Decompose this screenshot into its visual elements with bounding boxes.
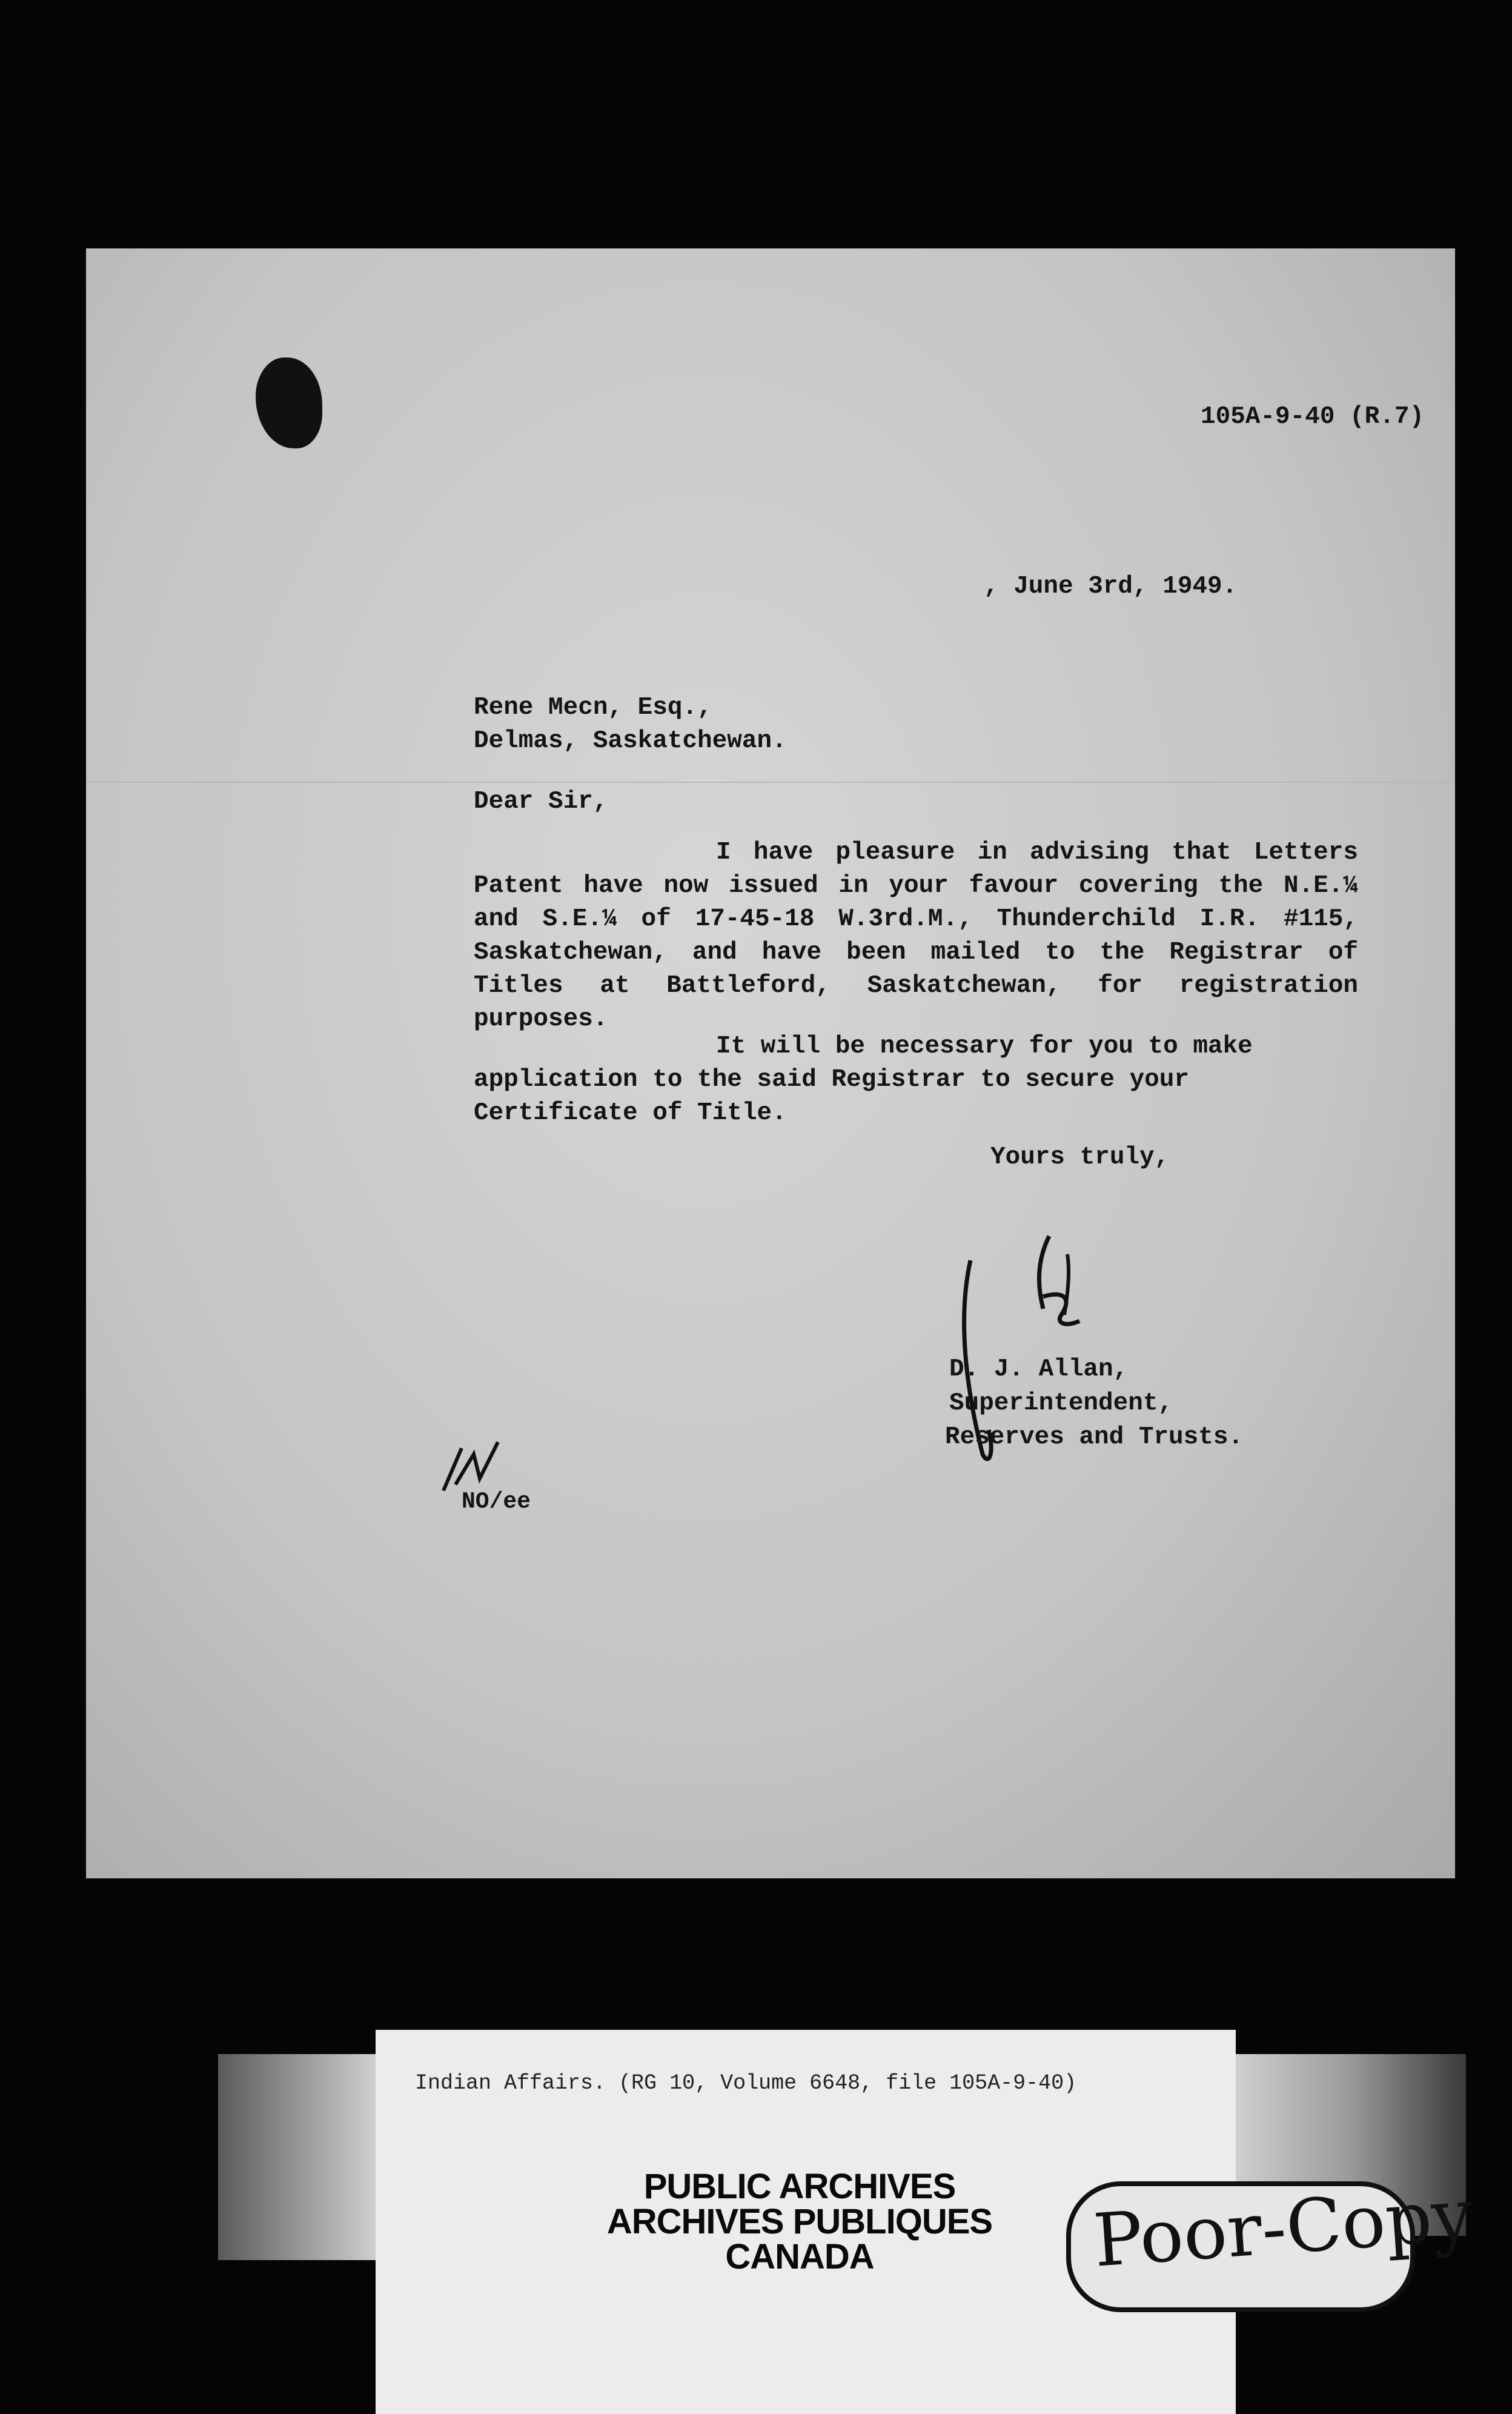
- file-reference: 105A-9-40 (R.7): [1201, 403, 1425, 431]
- poor-copy-label: Poor-Copy: [1090, 2173, 1476, 2284]
- addressee-place: Delmas, Saskatchewan.: [474, 727, 787, 755]
- archive-citation: Indian Affairs. (RG 10, Volume 6648, file 105A-9-40): [415, 2071, 1077, 2095]
- stamp-line-2: ARCHIVES PUBLIQUES: [606, 2202, 993, 2241]
- addressee-name: Rene Mecn, Esq.,: [474, 694, 712, 722]
- archive-holder-left: [218, 2054, 376, 2260]
- typist-initials: NO/ee: [462, 1489, 531, 1515]
- salutation: Dear Sir,: [474, 788, 608, 816]
- letter-date: , June 3rd, 1949.: [984, 573, 1238, 600]
- signatory-title: Superintendent,: [949, 1389, 1173, 1417]
- letter-page: [86, 248, 1455, 1878]
- signatory-department: Reserves and Trusts.: [945, 1423, 1244, 1451]
- fold-line: [86, 782, 1455, 783]
- closing: Yours truly,: [990, 1143, 1170, 1171]
- body-paragraph-1: I have pleasure in advising that Letters Patent have now issued in your favour covering the N.E.¼ and S.E.¼ of 17-45-18 W.3rd.M., Thunderchild I.R. #115, Saskatchewan, and have been mailed to the Registrar of Titles at Battleford, Saskatchewan, for registration purposes.: [474, 839, 1358, 1033]
- stamp-line-3: CANADA: [725, 2237, 874, 2276]
- body-paragraph-2: It will be necessary for you to make application to the said Registrar to secure your Certificate of Title.: [474, 1032, 1253, 1127]
- signatory-name: D. J. Allan,: [949, 1355, 1129, 1383]
- archive-stamp: [563, 2169, 1036, 2275]
- stamp-line-1: PUBLIC ARCHIVES: [643, 2167, 956, 2206]
- ink-blot: [256, 357, 322, 448]
